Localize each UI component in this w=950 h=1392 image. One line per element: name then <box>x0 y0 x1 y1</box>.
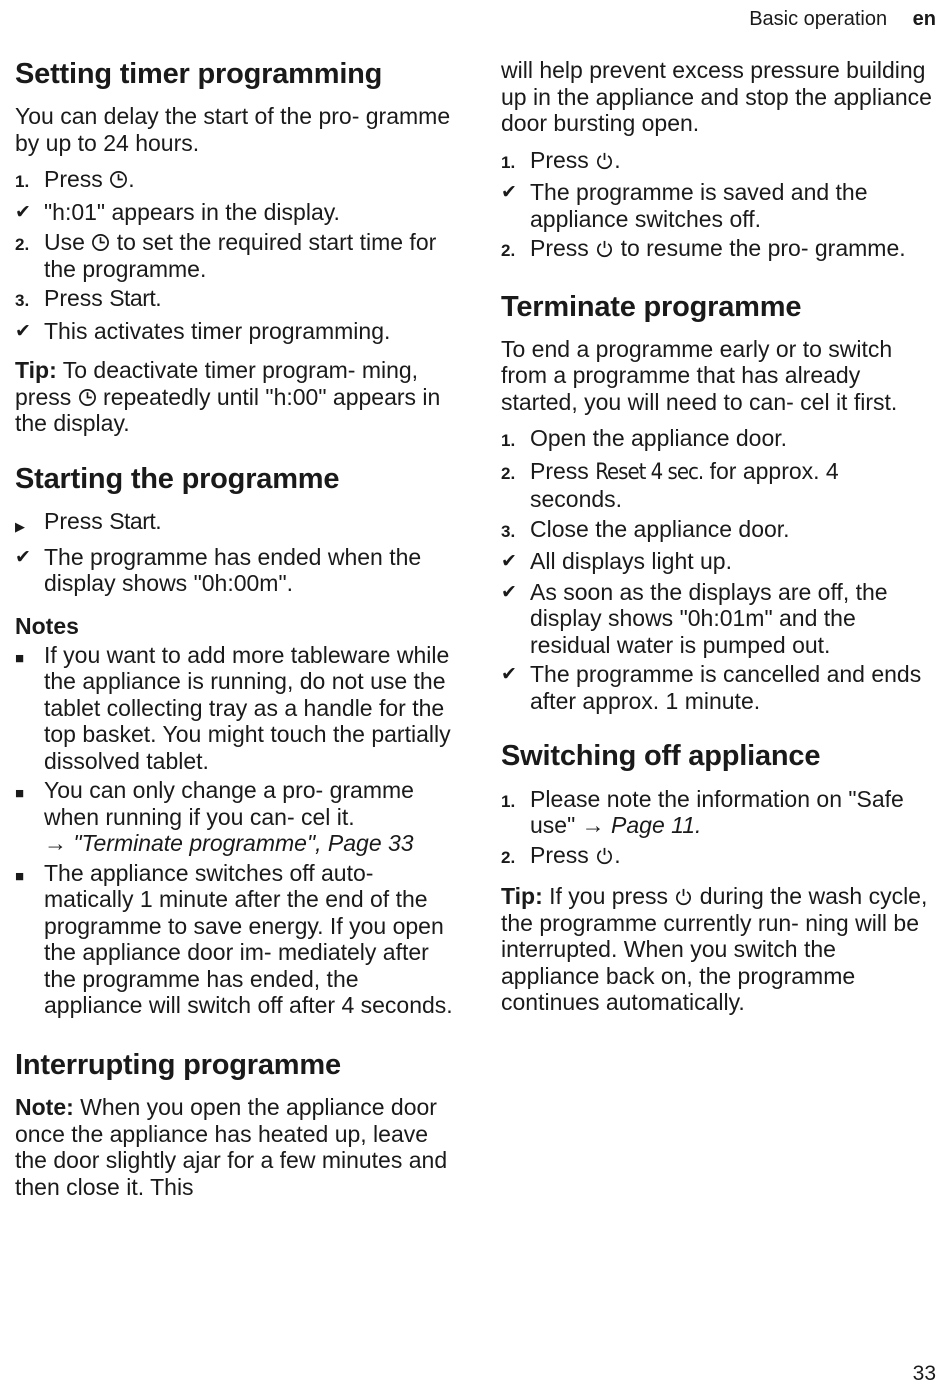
arrow-right-icon: → <box>44 830 67 857</box>
tip-text-end: repeatedly until "h:00" appears in the display. <box>15 383 441 437</box>
step-text-end: . <box>614 841 621 868</box>
note-item <box>15 860 455 1019</box>
note-text: If you want to add more tableware while the appliance is running, do not use the tablet collecting tray as a handle for the top basket. You might touch the partially dissolved tablet. <box>44 641 451 774</box>
interrupting-heading: Interrupting programme <box>15 1048 341 1081</box>
page-number: 33 <box>912 1362 936 1385</box>
page-header <box>749 8 936 31</box>
result-text: All displays light up. <box>530 548 732 575</box>
step-number: 2. <box>15 235 30 255</box>
step-text-end: for approx. 4 seconds. <box>530 457 839 513</box>
check-icon: ✔ <box>15 201 31 223</box>
tip-label: Tip: <box>501 883 543 910</box>
step-text: Press <box>44 508 103 535</box>
interrupting-result-1 <box>501 179 936 232</box>
step-text: Close the appliance door. <box>530 515 790 542</box>
starting-step <box>15 508 455 541</box>
timer-step-1 <box>15 166 455 196</box>
step-number: 1. <box>15 172 30 192</box>
switching-off-tip <box>501 883 936 1016</box>
step-number: 3. <box>501 521 516 541</box>
clock-icon <box>91 233 110 252</box>
step-number: 1. <box>501 791 516 811</box>
terminate-result-1 <box>501 548 936 576</box>
clock-icon <box>78 388 97 407</box>
tip-label: Tip: <box>15 357 57 384</box>
header-section: Basic operation <box>749 8 888 30</box>
check-icon: ✔ <box>501 182 517 203</box>
interrupting-note <box>15 1094 455 1200</box>
arrow-right-icon: → <box>581 812 605 839</box>
power-icon <box>595 151 614 170</box>
terminate-step-1 <box>501 425 936 455</box>
result-text: The programme is cancelled and ends after approx. 1 minute. <box>530 661 922 714</box>
step-text-end: to set the required start time for the programme. <box>44 229 437 282</box>
switching-off-heading: Switching off appliance <box>501 740 821 773</box>
start-key-label: Start <box>109 285 156 312</box>
power-icon <box>595 239 614 258</box>
step-text: Use <box>44 229 85 256</box>
switching-off-step-2 <box>501 842 936 872</box>
terminate-intro: To end a programme early or to switch from a programme that has already started, you will need to can- cel it first. <box>501 335 898 415</box>
step-text: Press <box>530 235 589 261</box>
power-icon <box>674 887 693 906</box>
right-column <box>501 57 936 1026</box>
step-text-end: to resume the pro- gramme. <box>620 235 906 261</box>
note-text: You can only change a pro- gramme when running if you can- cel it. <box>44 777 414 830</box>
note-label: Note: <box>15 1094 74 1121</box>
square-bullet-icon: ■ <box>15 649 25 667</box>
step-text-end: . <box>128 166 135 193</box>
timer-result-1 <box>15 199 455 227</box>
timer-intro: You can delay the start of the pro- gramme by up to 24 hours. <box>15 103 451 156</box>
step-text: Press <box>44 166 103 193</box>
terminate-heading: Terminate programme <box>501 290 802 323</box>
step-text: Open the appliance door. <box>530 425 788 452</box>
header-language: en <box>912 8 936 30</box>
switching-off-step-1: 1. Please note the information on "Safe use" → Page 11. <box>501 785 904 839</box>
note-item <box>15 642 455 775</box>
result-text: The programme is saved and the appliance switches off. <box>530 179 868 232</box>
result-text: The programme has ended when the display shows "0h:00m". <box>44 543 422 597</box>
note-item <box>15 777 455 857</box>
timer-step-2 <box>15 229 455 282</box>
tip-text-end: during the wash cycle, the programme currently run- ning will be interrupted. When you switch the appliance back on, the programme continues automatically. <box>501 883 928 1016</box>
step-text: Press <box>530 457 589 484</box>
interrupting-step-2 <box>501 235 936 265</box>
tip-text: If you press <box>549 883 669 910</box>
start-key-label: Start <box>109 508 156 535</box>
square-bullet-icon: ■ <box>15 785 25 803</box>
terminate-result-2 <box>501 579 936 659</box>
step-number: 2. <box>501 463 516 483</box>
step-text: Press <box>44 285 103 312</box>
check-icon: ✔ <box>501 551 517 573</box>
step-number: 1. <box>501 152 516 172</box>
step-text-end: . <box>155 508 162 535</box>
interrupting-step-1 <box>501 147 936 177</box>
notes-heading: Notes <box>15 612 79 639</box>
check-icon: ✔ <box>15 320 31 342</box>
left-column <box>15 58 455 1210</box>
step-text: Press <box>530 841 589 868</box>
step-number: 2. <box>501 847 516 867</box>
triangle-bullet-icon: ▶ <box>15 519 25 535</box>
square-bullet-icon: ■ <box>15 867 25 885</box>
result-text: As soon as the displays are off, the display shows "0h:01m" and the residual water is pumped out. <box>530 578 888 658</box>
step-text: Press <box>530 146 589 173</box>
step-number: 2. <box>501 241 516 260</box>
check-icon: ✔ <box>15 546 31 568</box>
power-icon <box>595 846 614 865</box>
interrupting-note-continued: will help prevent excess pressure building up in the appliance and stop the appliance door bursting open. <box>501 57 932 136</box>
tip-text: To deactivate timer program- ming, press <box>15 357 419 410</box>
timer-tip <box>15 357 455 437</box>
result-text: This activates timer programming. <box>44 317 391 344</box>
starting-result <box>15 544 455 597</box>
step-text-end: . <box>614 146 621 173</box>
step-text-end: . <box>155 285 162 312</box>
timer-heading: Setting timer programming <box>15 58 383 90</box>
cross-reference-link[interactable]: "Terminate programme", Page 33 <box>73 830 414 857</box>
cross-reference-link[interactable]: Page 11 <box>611 812 696 839</box>
timer-result-3 <box>15 318 455 346</box>
check-icon: ✔ <box>501 581 517 603</box>
note-text: When you open the appliance door once the appliance has heated up, leave the door slightly ajar for a few minutes and then close it. This <box>15 1094 448 1200</box>
terminate-result-3 <box>501 661 936 714</box>
timer-step-3 <box>15 285 455 315</box>
result-text: "h:01" appears in the display. <box>44 198 340 225</box>
terminate-step-3 <box>501 516 936 546</box>
starting-heading: Starting the programme <box>15 462 340 495</box>
terminate-step-2 <box>501 458 936 513</box>
check-icon: ✔ <box>501 664 517 686</box>
step-number: 3. <box>15 291 30 311</box>
note-text: The appliance switches off auto- matically 1 minute after the end of the programme to save energy. If you open the appliance door im- mediately after the programme has ended, the appliance will switch off after 4 seconds. <box>44 859 453 1019</box>
reset-key-label: Reset 4 sec. <box>595 459 704 485</box>
step-number: 1. <box>501 431 516 451</box>
clock-icon <box>109 170 128 189</box>
step-text: Please note the information on "Safe use" <box>530 785 904 839</box>
